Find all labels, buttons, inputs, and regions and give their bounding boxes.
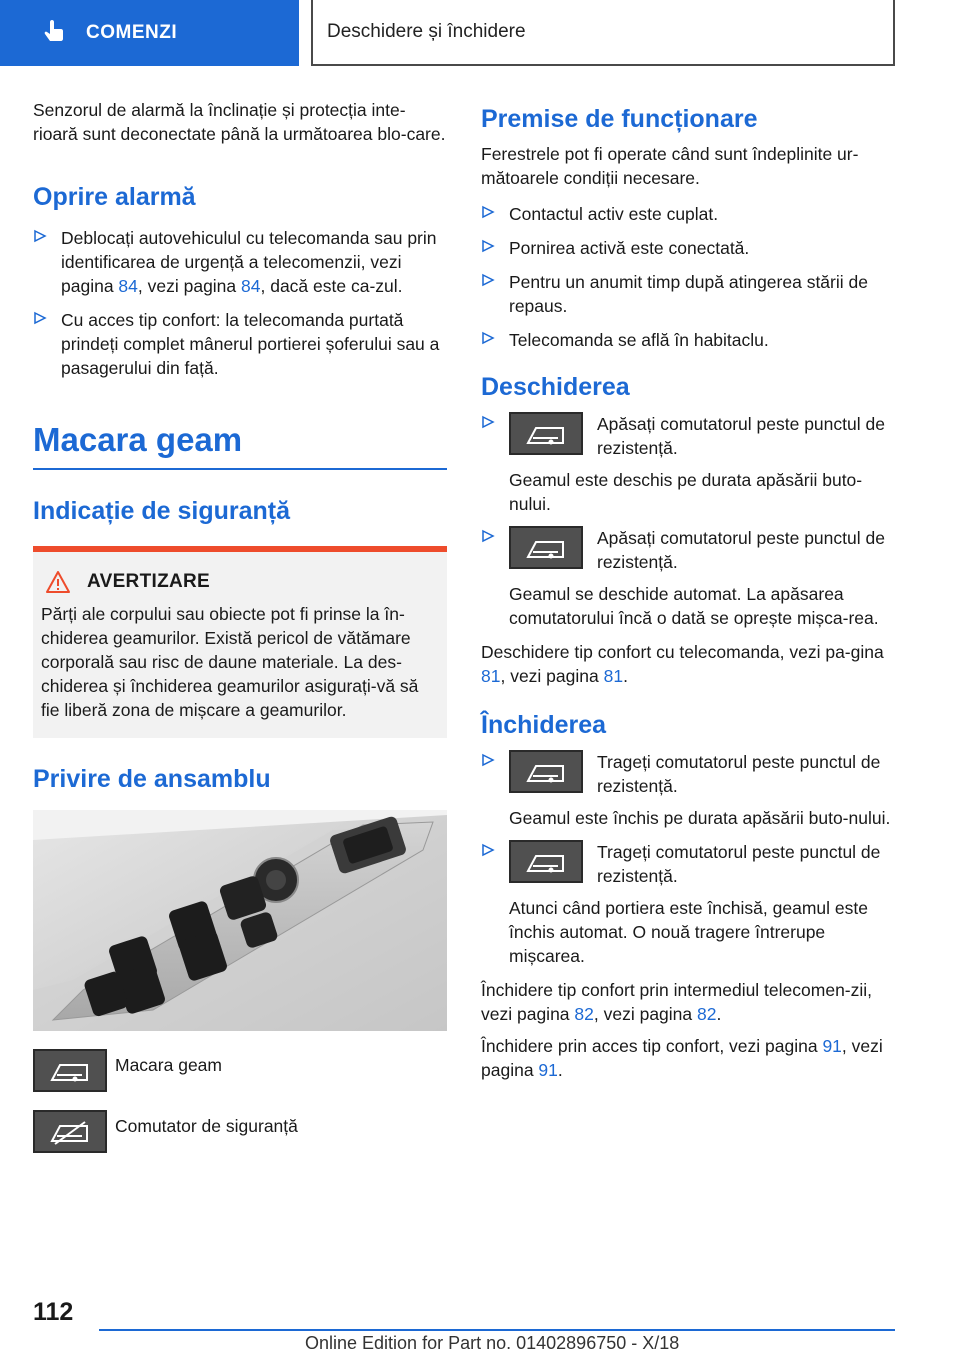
page-ref-link[interactable]: 82	[574, 1004, 594, 1024]
door-switch-photo	[33, 810, 447, 1031]
warning-text: Părți ale corpului sau obiecte pot fi prinse la în-chiderea geamurilor. Există pericol de vătămare corporală sau risc de daune materiale. La des-chiderea și închiderea geamurilor asigurați-vă să fie liberă zona de mișcare a geamurilor.	[41, 604, 419, 720]
page-ref-link[interactable]: 82	[697, 1004, 717, 1024]
page-ref-link[interactable]: 91	[822, 1036, 842, 1056]
paragraph-text: Deschidere tip confort cu telecomanda, vezi pa-gina	[481, 642, 884, 662]
legend-item	[33, 1049, 447, 1092]
closing-heading: Închiderea	[481, 711, 607, 739]
paragraph-text: , vezi pagina	[500, 666, 604, 686]
access-close-paragraph	[481, 1034, 897, 1082]
right-column	[481, 98, 897, 1090]
window-switch-icon	[35, 1051, 105, 1090]
triangle-bullet-icon	[481, 415, 495, 429]
overview-heading: Privire de ansamblu	[33, 765, 271, 793]
warning-triangle-icon	[45, 570, 71, 594]
opening-heading: Deschiderea	[481, 373, 630, 401]
page-ref-link[interactable]: 81	[603, 666, 624, 686]
list-item-text: , vezi pagina	[137, 276, 242, 296]
list-item	[481, 526, 897, 630]
list-item-text: Telecomanda se află în habitaclu.	[509, 330, 769, 350]
footer-rule	[99, 1329, 895, 1331]
result-text: Atunci când portiera este închisă, geamul este închis automat. O nouă tragere întrerupe mișcarea.	[509, 898, 868, 966]
list-item	[481, 750, 897, 830]
safety-heading: Indicație de siguranță	[33, 497, 291, 525]
list-item	[481, 412, 897, 516]
list-item-text: Cu acces tip confort: la telecomanda purtată prindeți complet mânerul portierei șoferului sau a pasagerului din față.	[61, 310, 440, 378]
list-item-text: Pentru un anumit timp după atingerea stării de repaus.	[509, 272, 868, 316]
list-item	[481, 236, 897, 260]
warning-label: AVERTIZARE	[87, 571, 210, 592]
intro-paragraph: Senzorul de alarmă la înclinație și protecția inte-rioară sunt deconectate până la următoarea blo-care.	[33, 100, 446, 144]
safety-switch-symbol	[33, 1110, 107, 1153]
list-item-text: Pornirea activă este conectată.	[509, 238, 750, 258]
triangle-bullet-icon	[481, 239, 495, 253]
result-text: Geamul este deschis pe durata apăsării buto-nului.	[509, 470, 863, 514]
window-switch-icon	[511, 842, 581, 881]
action-text: Trageți comutatorul peste punctul de rezistență.	[597, 752, 881, 796]
triangle-bullet-icon	[33, 229, 47, 243]
paragraph-text: , vezi pagina	[593, 1004, 697, 1024]
action-text: Trageți comutatorul peste punctul de rezistență.	[597, 842, 881, 886]
window-lift-switch-symbol	[509, 840, 583, 883]
section-title: Deschidere și închidere	[311, 0, 895, 66]
list-item	[33, 308, 447, 380]
comfort-open-paragraph	[481, 640, 897, 688]
page-ref-link[interactable]: 84	[118, 276, 138, 296]
legend-item	[33, 1110, 447, 1153]
action-text: Apăsați comutatorul peste punctul de rezistență.	[597, 414, 885, 458]
paragraph-text: Închidere tip confort prin intermediul telecomen-zii, vezi pagina	[481, 980, 873, 1024]
opening-list	[481, 412, 897, 630]
page-ref-link[interactable]: 91	[538, 1060, 558, 1080]
left-column	[33, 98, 447, 1153]
window-switch-icon	[511, 528, 581, 567]
legend-label: Macara geam	[115, 1055, 222, 1075]
list-item-text: Deblocați autovehiculul cu telecomanda sau prin identificarea de urgență a telecomenzii, vezi pagina	[61, 228, 437, 296]
triangle-bullet-icon	[481, 273, 495, 287]
stop-alarm-heading: Oprire alarmă	[33, 183, 196, 211]
closing-list	[481, 750, 897, 968]
prereq-list	[481, 202, 897, 352]
triangle-bullet-icon	[481, 331, 495, 345]
window-switch-icon	[511, 414, 581, 453]
window-lift-switch-symbol	[509, 526, 583, 569]
triangle-bullet-icon	[481, 753, 495, 767]
window-switch-icon	[511, 752, 581, 791]
result-text: Geamul este închis pe durata apăsării buto-nului.	[509, 808, 891, 828]
triangle-bullet-icon	[481, 529, 495, 543]
action-text: Apăsați comutatorul peste punctul de rezistență.	[597, 528, 885, 572]
page-number: 112	[33, 1298, 74, 1326]
triangle-bullet-icon	[481, 205, 495, 219]
safety-switch-icon	[35, 1112, 105, 1151]
window-lift-switch-symbol	[509, 412, 583, 455]
triangle-bullet-icon	[33, 311, 47, 325]
hand-touch-icon	[40, 19, 68, 47]
warning-box	[33, 546, 447, 738]
legend-label: Comutator de siguranță	[115, 1116, 298, 1136]
prereq-intro: Ferestrele pot fi operate când sunt îndeplinite ur-mătoarele condiții necesare.	[481, 144, 859, 188]
chapter-tab	[0, 0, 299, 66]
paragraph-text: Închidere prin acces tip confort, vezi pagina	[481, 1036, 823, 1056]
paragraph-text: .	[623, 666, 628, 686]
list-item	[33, 226, 447, 298]
chapter-label: COMENZI	[86, 22, 178, 43]
window-lift-switch-symbol	[33, 1049, 107, 1092]
list-item-text: Contactul activ este cuplat.	[509, 204, 719, 224]
window-lift-heading: Macara geam	[33, 421, 243, 458]
edition-footer: Online Edition for Part no. 01402896750 - X/18	[305, 1333, 680, 1353]
prereq-heading: Premise de funcționare	[481, 105, 758, 133]
list-item	[481, 328, 897, 352]
remote-close-paragraph	[481, 978, 897, 1026]
list-item	[481, 270, 897, 318]
paragraph-text: , vezi pagina	[481, 1036, 883, 1080]
page-ref-link[interactable]: 84	[241, 276, 261, 296]
window-lift-switch-symbol	[509, 750, 583, 793]
paragraph-text: .	[557, 1060, 563, 1080]
heading-rule	[33, 468, 447, 470]
triangle-bullet-icon	[481, 843, 495, 857]
result-text: Geamul se deschide automat. La apăsarea comutatorului încă o dată se oprește mișca-rea.	[509, 584, 879, 628]
stop-alarm-list	[33, 226, 447, 380]
window-switches-image	[33, 810, 447, 1031]
list-item	[481, 840, 897, 968]
list-item-text: , dacă este ca-zul.	[260, 276, 403, 296]
paragraph-text: .	[716, 1004, 722, 1024]
list-item	[481, 202, 897, 226]
page-ref-link[interactable]: 81	[481, 666, 501, 686]
